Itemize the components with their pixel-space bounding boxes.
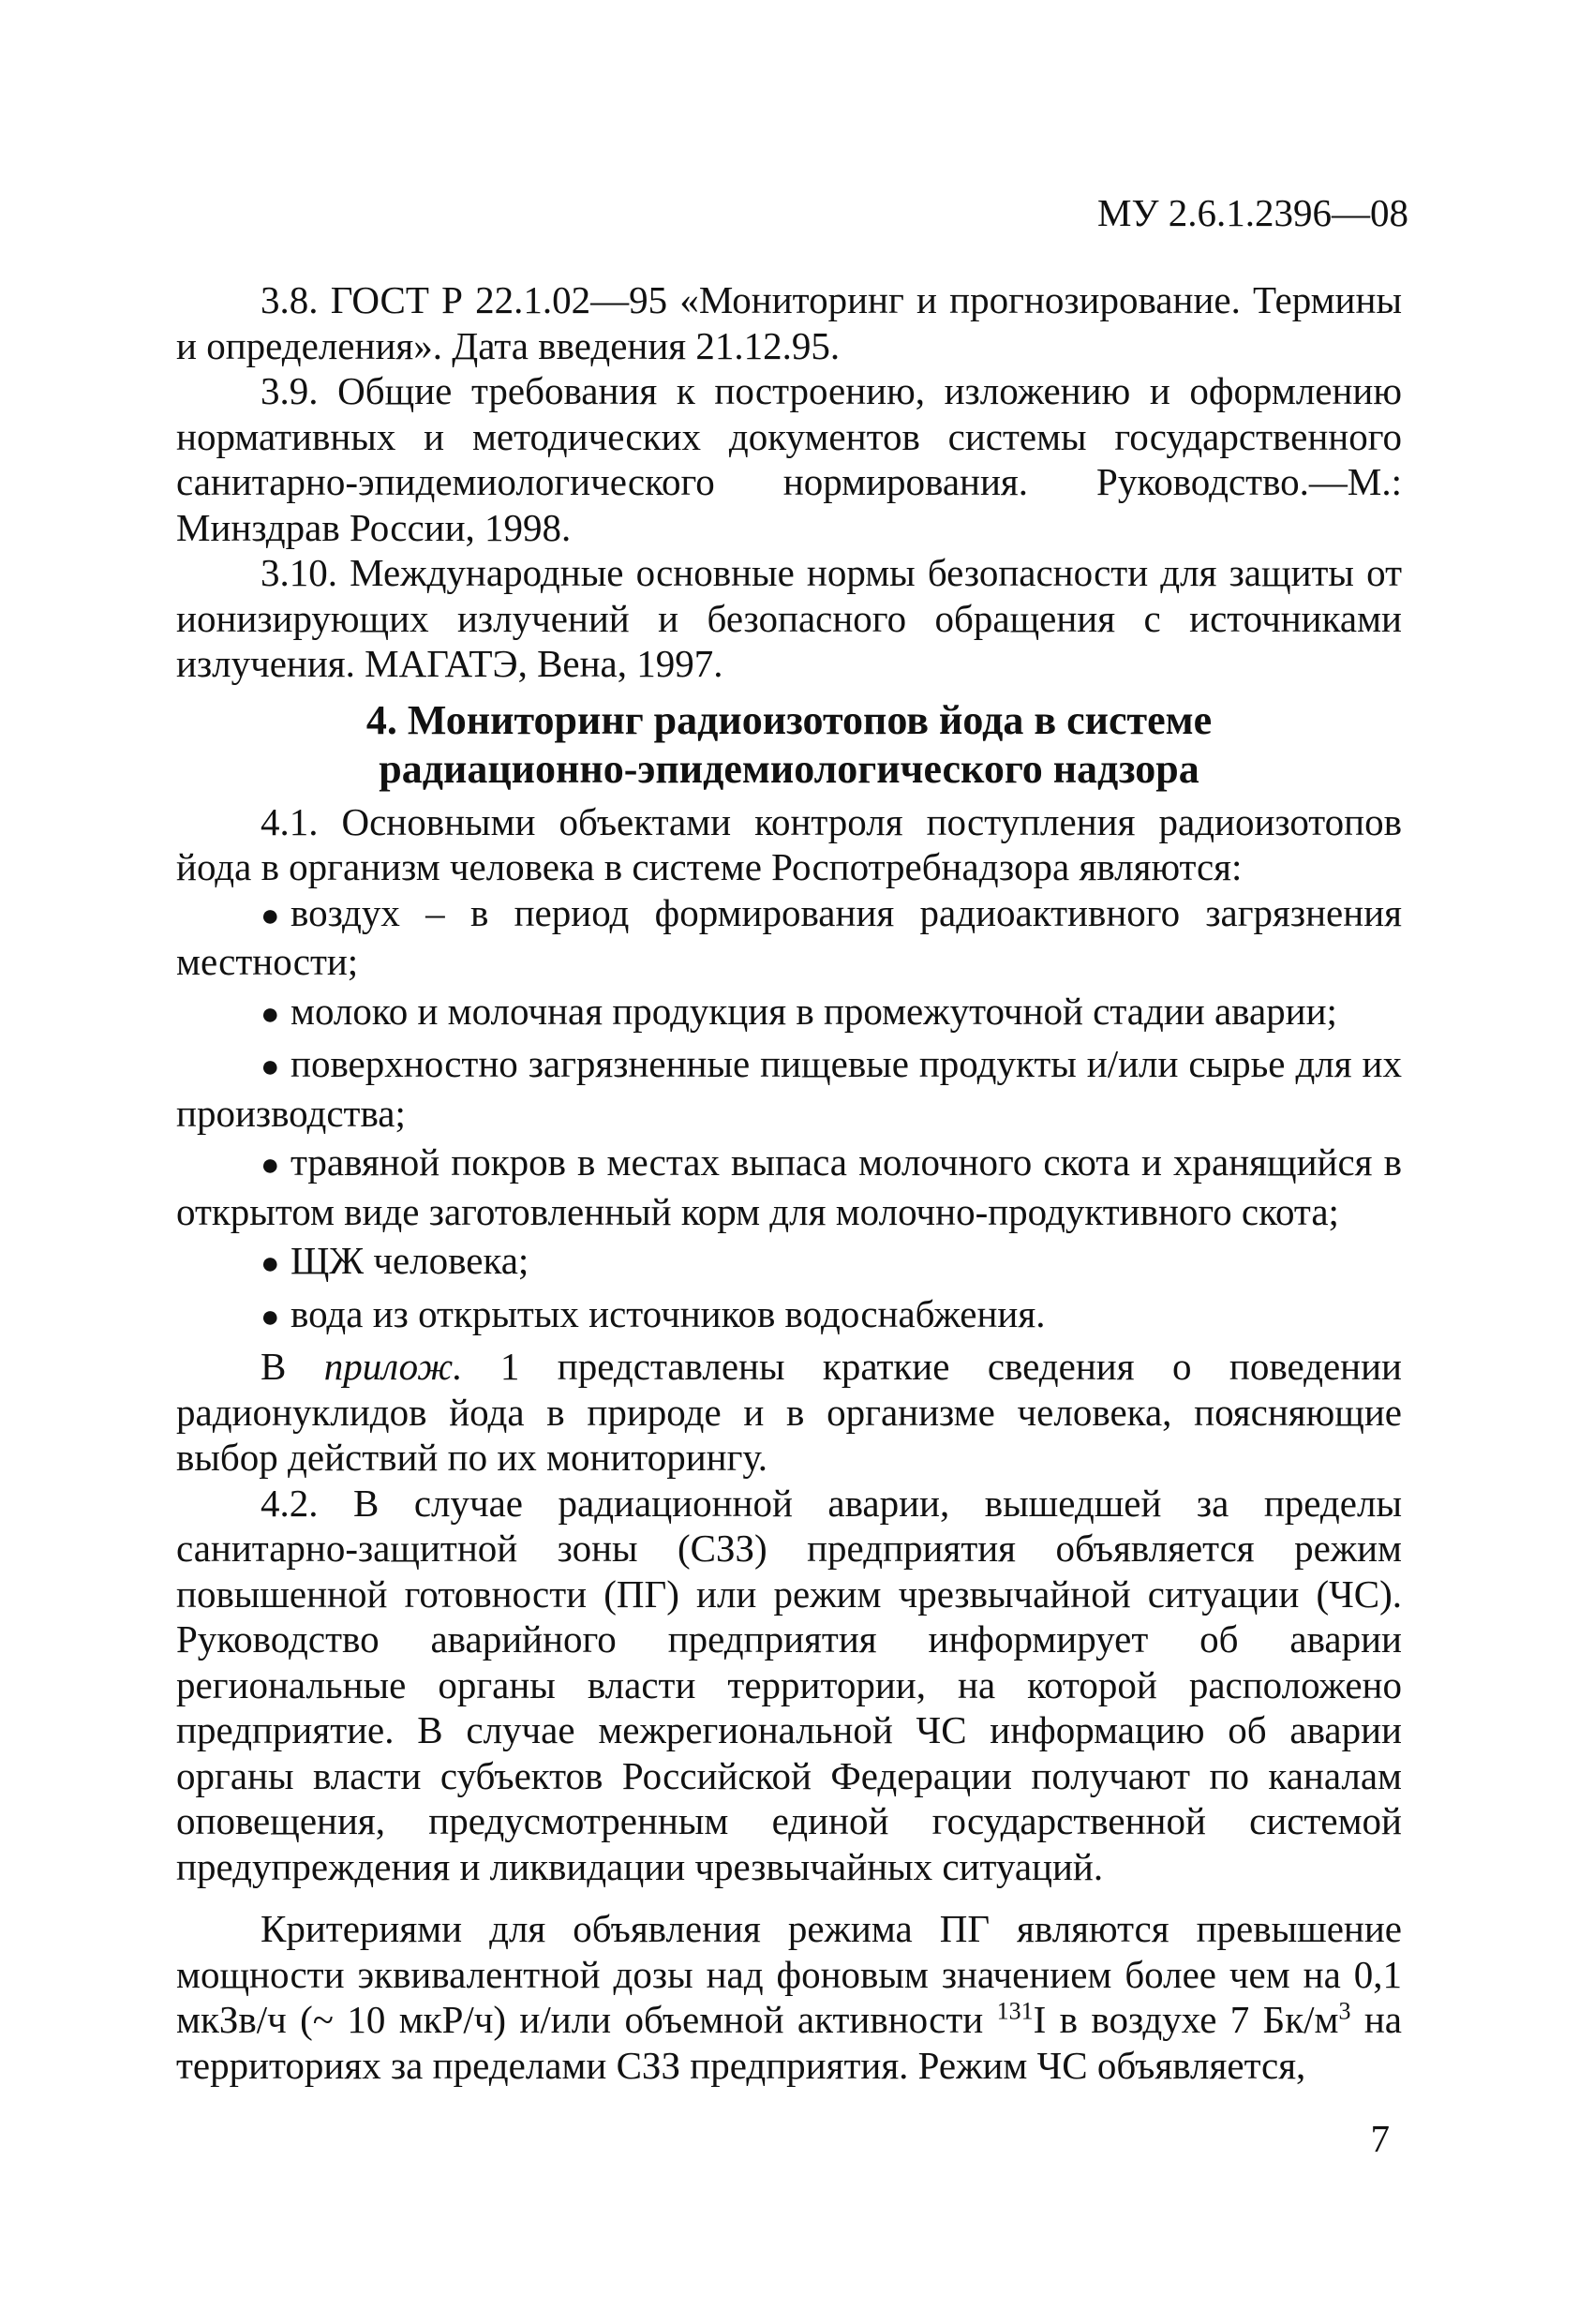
- annex-reference: прилож.: [323, 1345, 463, 1388]
- page-number: 7: [1370, 2117, 1390, 2160]
- list-item: [176, 1238, 1402, 1288]
- criteria-text-b: I в воздухе 7 Бк/м: [1033, 1998, 1339, 2041]
- list-item-text: вода из открытых источников водоснабжения.: [290, 1291, 1046, 1335]
- bullet-icon: ●: [261, 898, 280, 933]
- bullet-icon: ●: [261, 1299, 280, 1334]
- unit-exponent: 3: [1338, 1997, 1351, 2025]
- bullet-icon: ●: [261, 1148, 280, 1183]
- section-heading-line-2: радиационно-эпидемиологического надзора: [379, 745, 1199, 792]
- list-item: [176, 1140, 1402, 1234]
- section-heading: [176, 696, 1402, 794]
- list-item-text: травяной покров в местах выпаса молочного скота и хранящийся в открытом виде заготовленный корм для молочно-продуктивного скота;: [176, 1140, 1402, 1233]
- reference-3-9: 3.9. Общие требования к построению, изложению и оформлению нормативных и методических документов системы государственного санитарно-эпидемиологического нормирования. Руководство.—М.: Минздрав России, 1998.: [176, 369, 1402, 549]
- list-item: [176, 1291, 1402, 1341]
- list-item: [176, 1041, 1402, 1136]
- annex-prefix: В: [261, 1345, 324, 1388]
- criteria-paragraph: [176, 1906, 1402, 2088]
- bullet-icon: ●: [261, 1246, 280, 1281]
- reference-3-10: 3.10. Международные основные нормы безопасности для защиты от ионизирующих излучений и безопасного обращения с источниками излучения. МАГАТЭ, Вена, 1997.: [176, 551, 1402, 685]
- page-content: [176, 277, 1402, 2088]
- section-heading-line-1: 4. Мониторинг радиоизотопов йода в системе: [365, 696, 1213, 743]
- bullet-icon: ●: [261, 996, 280, 1032]
- bullet-icon: ●: [261, 1050, 280, 1084]
- list-item-text: ЩЖ человека;: [290, 1239, 529, 1282]
- annex-paragraph: [176, 1344, 1402, 1481]
- criteria-text-c: на территориях за пределами СЗЗ предприятия. Режим ЧС объявляется,: [176, 1998, 1402, 2087]
- paragraph-4-1: 4.1. Основными объектами контроля поступления радиоизотопов йода в организм человека в системе Роспотребнадзора являются:: [176, 799, 1402, 888]
- list-item-text: поверхностно загрязненные пищевые продукты и/или сырье для их производства;: [176, 1042, 1402, 1135]
- list-item-text: воздух – в период формирования радиоактивного загрязнения местности;: [176, 890, 1402, 983]
- document-code: МУ 2.6.1.2396—08: [1097, 191, 1408, 234]
- isotope-mass-number: 131: [996, 1997, 1034, 2025]
- list-item: [176, 989, 1402, 1038]
- reference-3-8: 3.8. ГОСТ Р 22.1.02—95 «Мониторинг и прогнозирование. Термины и определения». Дата введения 21.12.95.: [176, 278, 1402, 367]
- annex-text: 1 представлены краткие сведения о поведении радионуклидов йода в природе и в организме человека, поясняющие выбор действий по их мониторингу.: [176, 1345, 1402, 1479]
- paragraph-gap: [176, 1889, 1402, 1906]
- criteria-text-a: Критериями для объявления режима ПГ являются превышение мощности эквивалентной дозы над фоновым значением более чем на 0,1 мкЗв/ч (~ 10 мкР/ч) и/или объемной активности: [176, 1907, 1402, 2041]
- paragraph-4-2: 4.2. В случае радиационной аварии, вышедшей за пределы санитарно-защитной зоны (СЗЗ) предприятия объявляется режим повышенной готовности (ПГ) или режим чрезвычайной ситуации (ЧС). Руководство аварийного предприятия информирует об аварии региональные органы власти территории, на которой расположено предприятие. В случае межрегиональной ЧС информацию об аварии органы власти субъектов Российской Федерации получают по каналам оповещения, предусмотренным единой государственной системой предупреждения и ликвидации чрезвычайных ситуаций.: [176, 1481, 1402, 1888]
- list-item-text: молоко и молочная продукция в промежуточной стадии аварии;: [290, 989, 1337, 1033]
- monitoring-objects-list: [176, 890, 1402, 1341]
- list-item: [176, 890, 1402, 985]
